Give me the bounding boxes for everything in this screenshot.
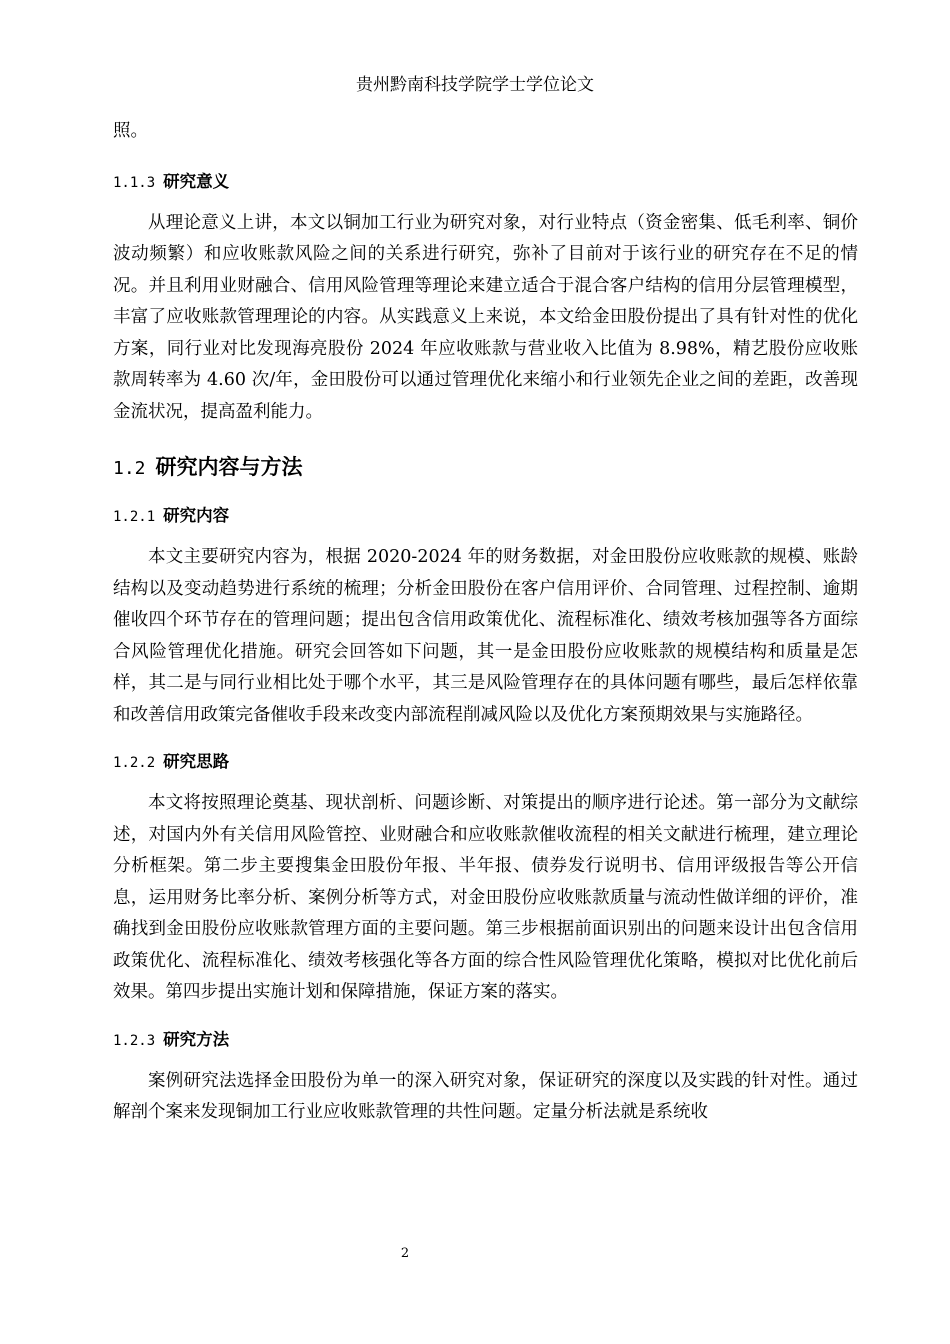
heading-title: 研究内容 xyxy=(163,506,230,525)
heading-title: 研究思路 xyxy=(163,752,230,771)
heading-number: 1.2 xyxy=(113,458,146,479)
heading-1-2-2 xyxy=(113,749,858,776)
heading-1-2 xyxy=(113,452,858,484)
paragraph-research-approach: 本文将按照理论奠基、现状剖析、问题诊断、对策提出的顺序进行论述。第一部分为文献综述，对国内外有关信用风险管控、业财融合和应收账款催收流程的相关文献进行梳理，建立理论分析框架。第二步主要搜集金田股份年报、半年报、债券发行说明书、信用评级报告等公开信息，运用财务比率分析、案例分析等方式，对金田股份应收账款质量与流动性做详细的评价，准确找到金田股份应收账款管理方面的主要问题。第三步根据前面识别出的问题来设计出包含信用政策优化、流程标准化、绩效考核强化等各方面的综合性风险管理优化策略，模拟对比优化前后效果。第四步提出实施计划和保障措施，保证方案的落实。 xyxy=(113,793,858,1002)
heading-1-2-1 xyxy=(113,503,858,530)
heading-1-2-3 xyxy=(113,1027,858,1054)
heading-title: 研究方法 xyxy=(163,1029,230,1049)
page-content xyxy=(113,116,858,1129)
page-number: 2 xyxy=(400,1246,410,1261)
heading-number: 1.1.3 xyxy=(113,174,156,191)
heading-title: 研究内容与方法 xyxy=(155,455,303,479)
paragraph-research-methods: 案例研究法选择金田股份为单一的深入研究对象，保证研究的深度以及实践的针对性。通过解剖个案来发现铜加工行业应收账款管理的共性问题。定量分析法就是系统收 xyxy=(113,1070,858,1122)
paragraph-research-significance: 从理论意义上讲，本文以铜加工行业为研究对象，对行业特点（资金密集、低毛利率、铜价波动频繁）和应收账款风险之间的关系进行研究，弥补了目前对于该行业的研究存在不足的情况。并且利用业财融合、信用风险管理等理论来建立适合于混合客户结构的信用分层管理模型，丰富了应收账款管理理论的内容。从实践意义上来说，本文给金田股份提出了具有针对性的优化方案，同行业对比发现海亮股份 2024 年应收账款与营业收入比值为 8.98%，精艺股份应收账款周转率为 4.60 次/年，金田股份可以通过管理优化来缩小和行业领先企业之间的差距，改善现金流状况，提高盈利能力。 xyxy=(113,212,858,422)
heading-title: 研究意义 xyxy=(163,171,230,191)
heading-number: 1.2.3 xyxy=(113,1032,156,1049)
heading-1-1-3 xyxy=(113,169,858,196)
heading-number: 1.2.2 xyxy=(113,755,156,771)
paragraph-continuation: 照。 xyxy=(113,121,148,141)
running-header: 贵州黔南科技学院学士学位论文 xyxy=(356,75,594,95)
heading-number: 1.2.1 xyxy=(113,509,156,525)
paragraph-research-content: 本文主要研究内容为，根据 2020-2024 年的财务数据，对金田股份应收账款的规模、账龄结构以及变动趋势进行系统的梳理；分析金田股份在客户信用评价、合同管理、过程控制、逾期催收四个环节存在的管理问题；提出包含信用政策优化、流程标准化、绩效考核加强等各方面综合风险管理优化措施。研究会回答如下问题，其一是金田股份应收账款的规模结构和质量是怎样，其二是与同行业相比处于哪个水平，其三是风险管理存在的具体问题有哪些，最后怎样依靠和改善信用政策完备催收手段来改变内部流程削减风险以及优化方案预期效果与实施路径。 xyxy=(113,547,858,725)
